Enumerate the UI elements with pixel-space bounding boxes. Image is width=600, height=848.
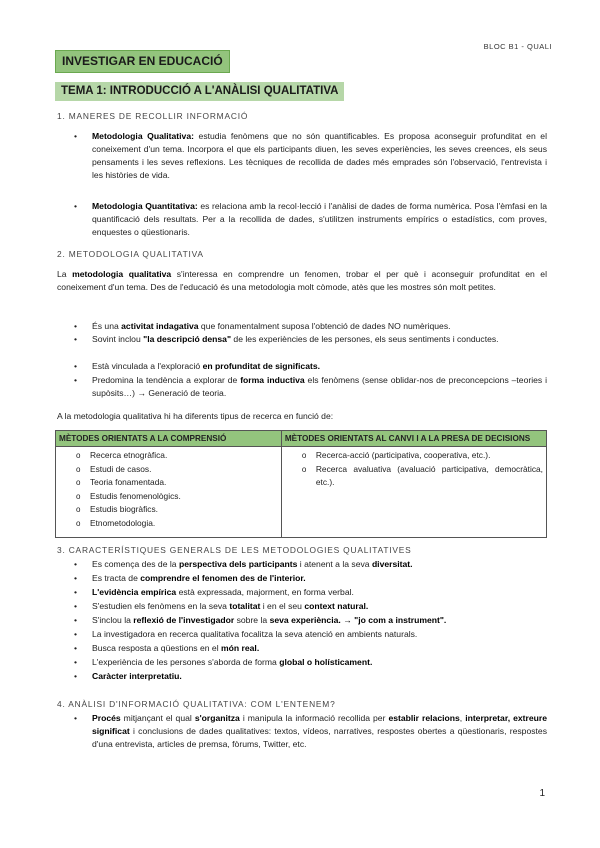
- list-item: • Metodologia Quantitativa: es relaciona amb la recol·lecció i l'anàlisi de dades de forma numèrica. Posa l'èmfasi en la quantificació dels resultats. Per a la recollida de dades, s'utilitzen instruments empírics o estadístics, com proves, enquestes o qüestionaris.: [74, 201, 547, 237]
- bullet-icon: •: [74, 321, 78, 331]
- section-4-heading: 4. ANÀLISI D'INFORMACIÓ QUALITATIVA: COM L'ENTENEM?: [57, 699, 336, 709]
- bullet-icon: •: [74, 573, 78, 583]
- bullet-icon: •: [74, 559, 78, 569]
- list-item: o Recerca-acció (participativa, cooperativa, etc.).: [301, 450, 491, 460]
- list-item: o Recerca etnogràfica.: [76, 450, 168, 460]
- table-header: MÈTODES ORIENTATS A LA COMPRENSIÓ: [56, 431, 282, 447]
- document-title: INVESTIGAR EN EDUCACIÓ: [55, 50, 230, 73]
- table-cell: [56, 447, 282, 538]
- bullet-icon: •: [74, 601, 78, 611]
- bullet-icon: •: [74, 657, 78, 667]
- list-item: • L'evidència empírica està expressada, majorment, en forma verbal.: [74, 587, 354, 597]
- list-item: o Estudi de casos.: [76, 463, 152, 474]
- bullet-icon: •: [74, 131, 78, 141]
- bullet-icon: •: [74, 587, 78, 597]
- list-item: o Estudis biogràfics.: [76, 504, 158, 515]
- bullet-icon: •: [74, 643, 78, 653]
- list-item: • Procés mitjançant el qual s'organitza i manipula la informació recollida per establir relacions, interpretar, extreure significat i conclusions de dades qualitatives: textos, vídeos, narratives, respostes obertes a qüestionaris, respostes d'una entrevista, articles de premsa, fòrums, Twitter, etc.: [74, 713, 548, 749]
- list-item: • Busca resposta a qüestions en el món real.: [74, 643, 260, 653]
- table-intro: A la metodologia qualitativa hi ha diferents tipus de recerca en funció de:: [57, 411, 334, 421]
- methods-table: [55, 430, 547, 538]
- bullet-icon: •: [74, 334, 78, 344]
- list-item: • La investigadora en recerca qualitativa focalitza la seva atenció en ambients naturals.: [74, 629, 418, 639]
- list-item: • Predomina la tendència a explorar de forma inductiva els fenòmens (sense oblidar-nos de preconcepcions –teories i supòsits…) → Generació de teoria.: [74, 375, 547, 398]
- bullet-icon: •: [74, 615, 78, 625]
- bullet-icon: •: [74, 375, 78, 385]
- section-3-heading: 3. CARACTERÍSTIQUES GENERALS DE LES METODOLOGIES QUALITATIVES: [57, 545, 412, 555]
- list-item: • És una activitat indagativa que fonamentalment suposa l'obtenció de dades NO numèriques.: [74, 321, 451, 331]
- table-cell: [281, 447, 546, 538]
- bullet-icon: •: [74, 629, 78, 639]
- list-item: o Recerca avaluativa (avaluació participativa, democràtica, etc.).: [301, 463, 543, 488]
- list-item: • Metodologia Qualitativa: estudia fenòmens que no són quantificables. Es proposa aconseguir profunditat en el coneixement d'un tema. Incorpora el que els participants diuen, les seves experiències, les seves creences, els seus pensaments i les seves reflexions. Les tècniques de recollida de dades més emprades són l'observació, l'entrevista i les històries de vida.: [74, 131, 548, 180]
- list-item: • Sovint inclou "la descripció densa" de les experiències de les persones, els seus sentiments i conductes.: [74, 334, 499, 344]
- list-item: o Teoria fonamentada.: [76, 477, 167, 488]
- list-item: • S'estudien els fenòmens en la seva totalitat i en el seu context natural.: [74, 601, 369, 611]
- bullet-icon: •: [74, 361, 78, 371]
- list-item: • Es comença des de la perspectiva dels participants i atenent a la seva diversitat.: [74, 559, 413, 569]
- running-header: BLOC B1 - QUALI: [483, 42, 552, 51]
- section-1-heading: 1. MANERES DE RECOLLIR INFORMACIÓ: [57, 111, 249, 121]
- list-item: • Està vinculada a l'exploració en profunditat de significats.: [74, 361, 321, 371]
- list-item: o Etnometodologia.: [76, 517, 156, 528]
- list-item: • S'inclou la reflexió de l'investigador sobre la seva experiència. → "jo com a instrument".: [74, 615, 447, 625]
- list-item: • Caràcter interpretatiu.: [74, 671, 182, 681]
- paragraph: La metodologia qualitativa s'interessa en comprendre un fenomen, trobar el per què i aconseguir profunditat en el coneixement d'un tema. Des de l'educació és una metodologia molt còmode, atès que les mostres són molt petites.: [57, 269, 547, 292]
- list-item: • L'experiència de les persones s'aborda de forma global o holísticament.: [74, 657, 373, 667]
- topic-title: TEMA 1: INTRODUCCIÓ A L'ANÀLISI QUALITATIVA: [55, 82, 344, 101]
- list-item: o Estudis fenomenològics.: [76, 490, 181, 501]
- table-header: MÈTODES ORIENTATS AL CANVI I A LA PRESA DE DECISIONS: [281, 431, 546, 447]
- bullet-icon: •: [74, 671, 78, 681]
- list-item: • Es tracta de comprendre el fenomen des de l'interior.: [74, 573, 306, 583]
- bullet-icon: •: [74, 713, 78, 723]
- page-number: 1: [539, 788, 545, 799]
- bullet-icon: •: [74, 201, 78, 211]
- section-2-heading: 2. METODOLOGIA QUALITATIVA: [57, 249, 204, 259]
